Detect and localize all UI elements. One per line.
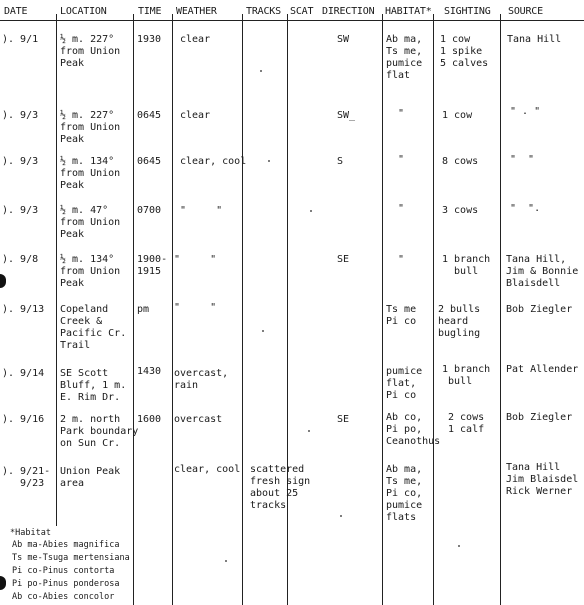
row-5-source: Tana Hill, Jim & Bonnie Blaisdell <box>506 254 579 289</box>
column-rule <box>287 14 288 605</box>
row-8-direction: SE <box>337 414 350 425</box>
row-7-location: SE Scott Bluff, 1 m. E. Rim Dr. <box>60 368 127 403</box>
row-4-habitat: " <box>398 203 405 214</box>
row-8-date: ). 9/16 <box>2 414 45 425</box>
row-7-sighting: 1 branch bull <box>442 364 491 387</box>
row-9-weather: clear, cool <box>174 464 241 475</box>
row-9-habitat: Ab ma, Ts me, Pi co, pumice flats <box>386 464 423 523</box>
row-1-source: Tana Hill <box>507 34 562 45</box>
binder-hole-mark <box>0 274 6 288</box>
row-6-weather: " " <box>174 302 217 313</box>
row-3-location: ½ m. 134° from Union Peak <box>60 156 121 191</box>
row-3-weather: clear, cool <box>180 156 247 167</box>
row-7-weather: overcast, rain <box>174 368 229 391</box>
row-4-date: ). 9/3 <box>2 205 39 216</box>
column-rule <box>433 14 434 605</box>
row-4-time: 0700 <box>137 205 162 216</box>
row-3-direction: S <box>337 156 344 167</box>
row-5-location: ½ m. 134° from Union Peak <box>60 254 121 289</box>
row-1-location: ½ m. 227° from Union Peak <box>60 34 121 69</box>
row-9-tracks: scattered fresh sign about 25 tracks <box>250 464 311 511</box>
column-rule <box>242 14 243 605</box>
row-1-weather: clear <box>180 34 211 45</box>
column-rule <box>56 14 57 526</box>
legend-item: Pi co-Pinus contorta <box>12 566 115 576</box>
row-8-time: 1600 <box>137 414 162 425</box>
row-4-location: ½ m. 47° from Union Peak <box>60 205 121 240</box>
column-rule <box>133 14 134 605</box>
row-5-habitat: " <box>398 254 405 265</box>
row-6-date: ). 9/13 <box>2 304 45 315</box>
row-6-habitat: Ts me Pi co <box>386 304 417 327</box>
row-3-sighting: 8 cows <box>442 156 479 167</box>
row-2-weather: clear <box>180 110 211 121</box>
header-time: TIME <box>138 6 162 17</box>
header-location: LOCATION <box>60 6 107 17</box>
row-2-location: ½ m. 227° from Union Peak <box>60 110 121 145</box>
row-5-date: ). 9/8 <box>2 254 39 265</box>
header-direction: DIRECTION <box>322 6 375 17</box>
header-sighting: SIGHTING <box>444 6 491 17</box>
pencil-dot <box>225 560 227 562</box>
row-2-source: " . " <box>510 106 541 117</box>
header-rule <box>0 20 584 21</box>
row-7-source: Pat Allender <box>506 364 579 375</box>
pencil-dot <box>340 515 342 517</box>
row-9-source: Tana Hill Jim Blaisdel Rick Werner <box>506 462 579 497</box>
legend-title: *Habitat <box>10 528 51 538</box>
row-5-time: 1900- 1915 <box>137 254 168 277</box>
header-date: DATE <box>4 6 28 17</box>
row-2-direction: SW_ <box>337 110 356 121</box>
row-3-date: ). 9/3 <box>2 156 39 167</box>
row-7-time: 1430 <box>137 366 162 377</box>
row-4-source: " ". <box>510 203 541 214</box>
row-9-location: Union Peak area <box>60 466 121 489</box>
column-rule <box>382 14 383 605</box>
row-8-habitat: Ab co, Pi po, Ceanothus <box>386 412 441 447</box>
row-7-date: ). 9/14 <box>2 368 45 379</box>
header-weather: WEATHER <box>176 6 217 17</box>
row-3-source: " " <box>510 154 535 165</box>
column-rule <box>172 14 173 605</box>
legend-item: Ts me-Tsuga mertensiana <box>12 553 130 563</box>
pencil-dot <box>458 545 460 547</box>
pencil-dot <box>308 430 310 432</box>
row-8-sighting: 2 cows 1 calf <box>448 412 485 435</box>
header-habitat: HABITAT* <box>385 6 432 17</box>
pencil-dot <box>262 330 264 332</box>
row-1-sighting: 1 cow 1 spike 5 calves <box>440 34 489 69</box>
column-rule <box>500 14 501 605</box>
header-source: SOURCE <box>508 6 543 17</box>
row-4-weather: " " <box>180 205 223 216</box>
header-tracks: TRACKS <box>246 6 281 17</box>
row-8-location: 2 m. north Park boundary on Sun Cr. <box>60 414 139 449</box>
row-8-weather: overcast <box>174 414 223 425</box>
row-5-weather: " " <box>174 254 217 265</box>
legend-item: Ab co-Abies concolor <box>12 592 115 602</box>
binder-hole-mark <box>0 576 6 590</box>
row-4-sighting: 3 cows <box>442 205 479 216</box>
row-3-time: 0645 <box>137 156 162 167</box>
row-1-habitat: Ab ma, Ts me, pumice flat <box>386 34 423 81</box>
pencil-dot <box>260 70 262 72</box>
row-6-location: Copeland Creek & Pacific Cr. Trail <box>60 304 127 351</box>
row-3-habitat: " <box>398 154 405 165</box>
row-2-time: 0645 <box>137 110 162 121</box>
row-2-habitat: " <box>398 108 405 119</box>
row-1-date: ). 9/1 <box>2 34 39 45</box>
row-1-direction: SW <box>337 34 350 45</box>
row-2-date: ). 9/3 <box>2 110 39 121</box>
legend-item: Ab ma-Abies magnifica <box>12 540 120 550</box>
row-5-sighting: 1 branch bull <box>442 254 491 277</box>
row-6-time: pm <box>137 304 150 315</box>
row-6-sighting: 2 bulls heard bugling <box>438 304 481 339</box>
row-9-date: ). 9/21- 9/23 <box>2 466 51 489</box>
row-6-source: Bob Ziegler <box>506 304 573 315</box>
legend-item: Pi po-Pinus ponderosa <box>12 579 120 589</box>
header-scat: SCAT <box>290 6 314 17</box>
row-7-habitat: pumice flat, Pi co <box>386 366 423 401</box>
row-1-time: 1930 <box>137 34 162 45</box>
pencil-dot <box>310 210 312 212</box>
row-8-source: Bob Ziegler <box>506 412 573 423</box>
pencil-dot <box>268 160 270 162</box>
row-5-direction: SE <box>337 254 350 265</box>
row-2-sighting: 1 cow <box>442 110 473 121</box>
